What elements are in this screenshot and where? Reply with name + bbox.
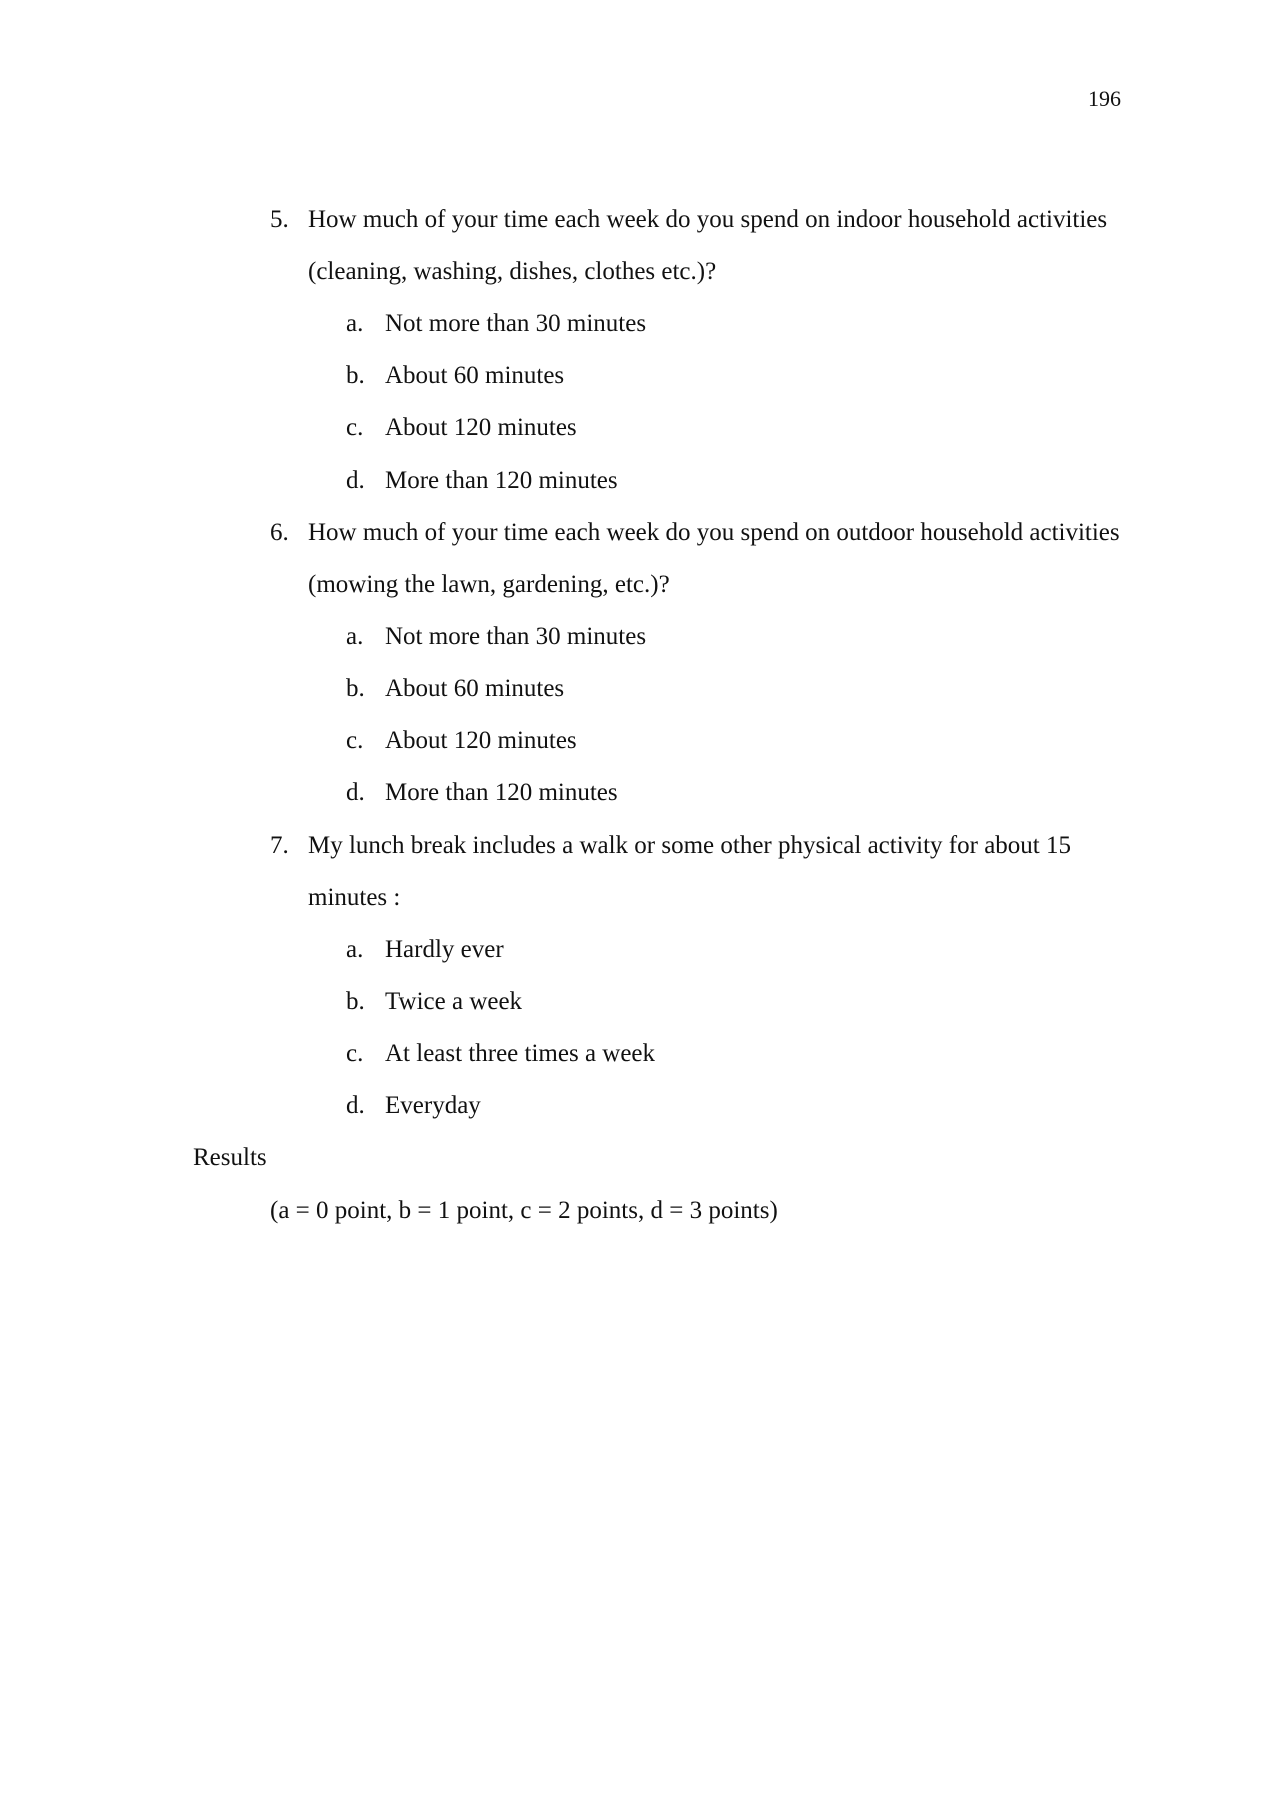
option-text: About 120 minutes — [385, 414, 577, 441]
question-text-line: minutes : — [308, 884, 401, 911]
option-letter: d. — [346, 467, 365, 494]
option-letter: a. — [346, 310, 364, 337]
question-text-line: How much of your time each week do you spend on indoor household activities — [308, 206, 1108, 233]
option-letter: b. — [346, 362, 365, 389]
option-text: Twice a week — [385, 988, 523, 1015]
results-scoring-scale: (a = 0 point, b = 1 point, c = 2 points, d = 3 points) — [270, 1197, 778, 1224]
results-heading: Results — [193, 1144, 267, 1171]
option-text: At least three times a week — [385, 1040, 656, 1067]
question-number: 7. — [270, 832, 289, 859]
question-text-line: My lunch break includes a walk or some other physical activity for about 15 — [308, 832, 1071, 859]
question-text-line: How much of your time each week do you spend on outdoor household activities — [308, 519, 1120, 546]
question-number: 6. — [270, 519, 289, 546]
option-letter: c. — [346, 1040, 364, 1067]
option-letter: b. — [346, 675, 365, 702]
option-letter: a. — [346, 936, 364, 963]
option-text: Hardly ever — [385, 936, 504, 963]
option-text: More than 120 minutes — [385, 467, 618, 494]
option-letter: c. — [346, 727, 364, 754]
option-text: About 60 minutes — [385, 362, 565, 389]
option-letter: b. — [346, 988, 365, 1015]
option-text: About 60 minutes — [385, 675, 565, 702]
option-letter: d. — [346, 779, 365, 806]
option-text: Not more than 30 minutes — [385, 310, 647, 337]
page-number: 196 — [1088, 86, 1121, 111]
option-letter: c. — [346, 414, 364, 441]
question-text-line: (mowing the lawn, gardening, etc.)? — [308, 571, 670, 598]
option-text: Everyday — [385, 1092, 481, 1119]
option-letter: d. — [346, 1092, 365, 1119]
option-text: More than 120 minutes — [385, 779, 618, 806]
question-text-line: (cleaning, washing, dishes, clothes etc.)? — [308, 258, 717, 285]
option-letter: a. — [346, 623, 364, 650]
option-text: Not more than 30 minutes — [385, 623, 647, 650]
question-number: 5. — [270, 206, 289, 233]
option-text: About 120 minutes — [385, 727, 577, 754]
